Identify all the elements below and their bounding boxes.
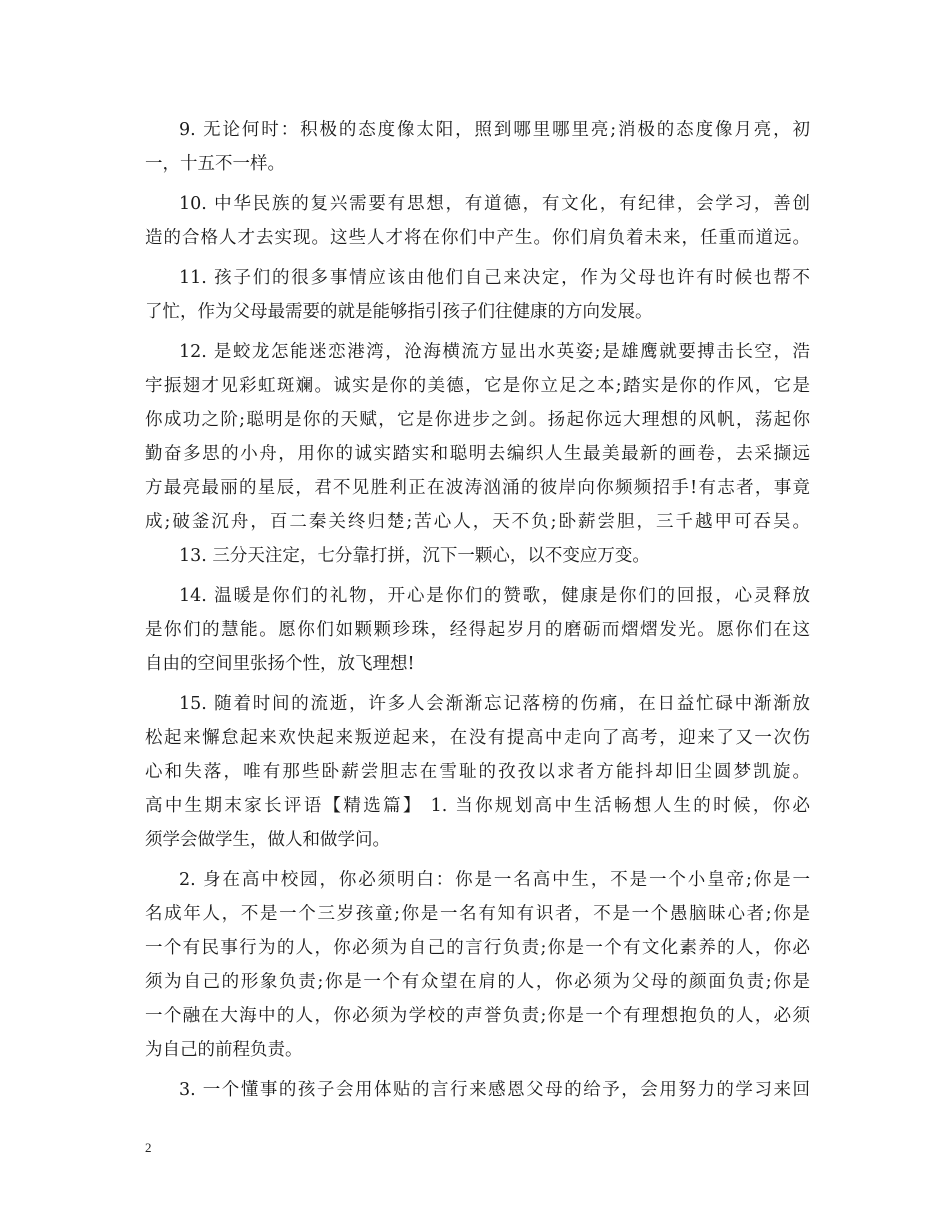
paragraph-9-line-1: 9. 无论何时：积极的态度像太阳，照到哪里哪里亮;消极的态度像月亮，初 [179,120,810,140]
section-para-2-line-6: 为自己的前程负责。 [145,1040,303,1060]
paragraph-12-line-4: 勤奋多思的小舟，用你的诚实踏实和聪明去编织人生最美最新的画卷，去采撷远 [145,444,810,464]
paragraph-10-line-2: 造的合格人才去实现。这些人才将在你们中产生。你们肩负着未来，任重而道远。 [145,228,810,248]
paragraph-11-line-1: 11. 孩子们的很多事情应该由他们自己来决定，作为父母也许有时候也帮不 [179,268,810,288]
paragraph-15-line-3: 心和失落，唯有那些卧薪尝胆志在雪耻的孜孜以求者方能抖却旧尘圆梦凯旋。 [145,762,810,782]
section-para-1-line-2: 须学会做学生，做人和做学问。 [145,830,390,850]
section-para-2-line-5: 一个融在大海中的人，你必须为学校的声誉负责;你是一个有理想抱负的人，必须 [145,1006,810,1026]
paragraph-13-line-1: 13. 三分天注定，七分靠打拼，沉下一颗心，以不变应万变。 [179,546,650,566]
paragraph-11-line-2: 了忙，作为父母最需要的就是能够指引孩子们往健康的方向发展。 [145,302,653,322]
paragraph-14-line-1: 14. 温暖是你们的礼物，开心是你们的赞歌，健康是你们的回报，心灵释放 [179,586,810,606]
paragraph-15-line-2: 松起来懈怠起来欢快起来叛逆起来，在没有提高中走向了高考，迎来了又一次伤 [145,728,810,748]
section-para-3-line-1: 3. 一个懂事的孩子会用体贴的言行来感恩父母的给予，会用努力的学习来回 [179,1080,810,1100]
section-para-2-line-4: 须为自己的形象负责;你是一个有众望在肩的人，你必须为父母的颜面负责;你是 [145,972,810,992]
paragraph-12-line-2: 宇振翅才见彩虹斑斓。诚实是你的美德，它是你立足之本;踏实是你的作风，它是 [145,376,810,396]
paragraph-12-line-5: 方最亮最丽的星辰，君不见胜利正在波涛汹涌的彼岸向你频频招手!有志者，事竟 [145,478,810,498]
paragraph-14-line-2: 是你们的慧能。愿你们如颗颗珍珠，经得起岁月的磨砺而熠熠发光。愿你们在这 [145,620,810,640]
section-para-2-line-1: 2. 身在高中校园，你必须明白：你是一名高中生，不是一个小皇帝;你是一 [179,870,810,890]
paragraph-12-line-6: 成;破釜沉舟，百二秦关终归楚;苦心人，天不负;卧薪尝胆，三千越甲可吞吴。 [145,512,810,532]
paragraph-15-line-1: 15. 随着时间的流逝，许多人会渐渐忘记落榜的伤痛，在日益忙碌中渐渐放 [179,694,810,714]
section-heading-line: 高中生期末家长评语【精选篇】 1. 当你规划高中生活畅想人生的时候，你必 [145,796,810,816]
paragraph-12-line-3: 你成功之阶;聪明是你的天赋，它是你进步之剑。扬起你远大理想的风帆，荡起你 [145,410,810,430]
page-number: 2 [145,1140,152,1155]
section-para-2-line-2: 名成年人，不是一个三岁孩童;你是一名有知有识者，不是一个愚脑昧心者;你是 [145,904,810,924]
paragraph-10-line-1: 10. 中华民族的复兴需要有思想，有道德，有文化，有纪律，会学习，善创 [179,194,810,214]
paragraph-12-line-1: 12. 是蛟龙怎能迷恋港湾，沧海横流方显出水英姿;是雄鹰就要搏击长空，浩 [179,342,810,362]
paragraph-9-line-2: 一，十五不一样。 [145,154,285,174]
section-para-2-line-3: 一个有民事行为的人，你必须为自己的言行负责;你是一个有文化素养的人，你必 [145,938,810,958]
paragraph-14-line-3: 自由的空间里张扬个性，放飞理想! [145,654,415,674]
